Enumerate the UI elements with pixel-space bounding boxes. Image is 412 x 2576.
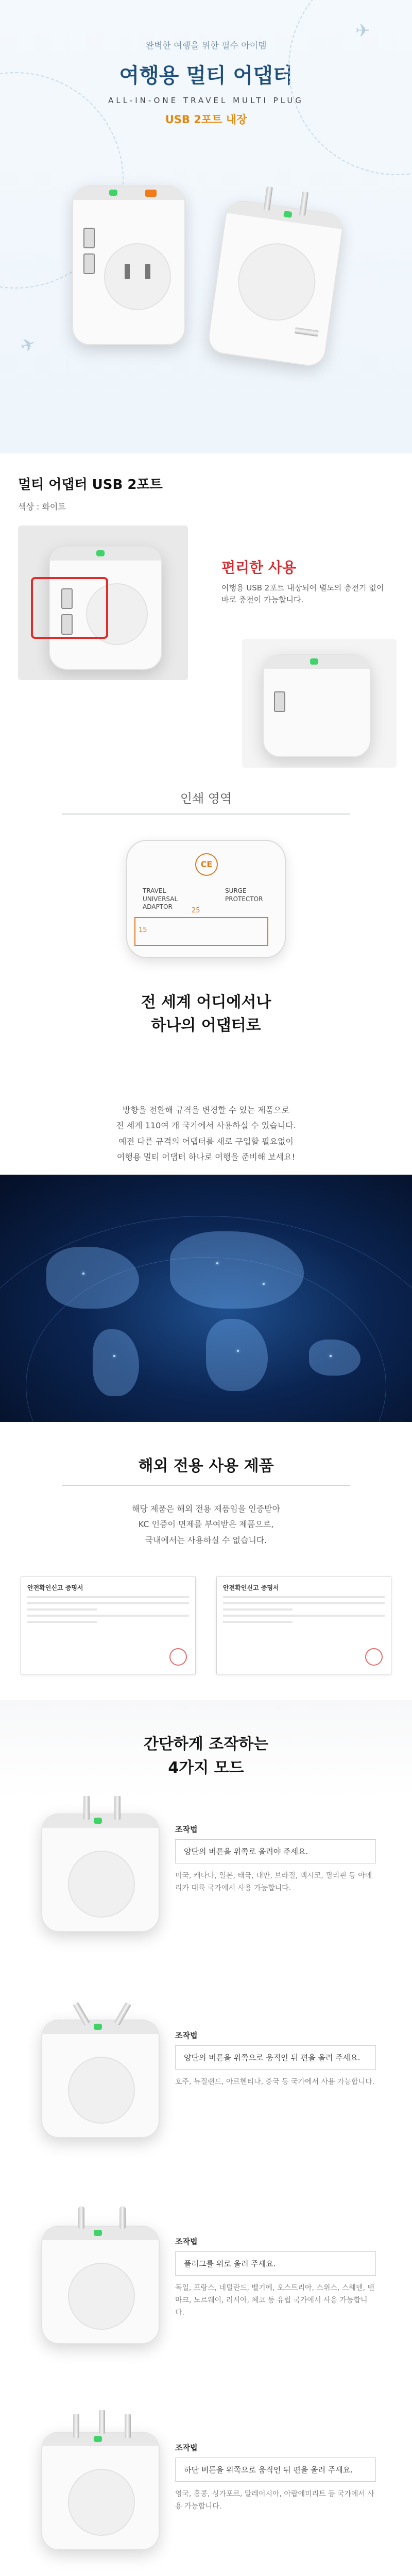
mode-item	[31, 2009, 386, 2195]
adapter-product-image	[72, 185, 185, 345]
mode-heading: 조작법	[175, 2443, 198, 2452]
section-divider	[62, 1485, 350, 1486]
headline-line-2: 하나의 어댑터로	[151, 1016, 261, 1035]
adapter-top-band	[50, 547, 161, 561]
print-dimension-left: 15	[139, 926, 147, 934]
overseas-line: 국내에서는 사용하실 수 없습니다.	[145, 1535, 267, 1545]
certificate-line	[27, 1596, 189, 1598]
mode-item	[31, 2421, 386, 2576]
certificate-line	[27, 1621, 97, 1623]
print-area-section	[0, 783, 412, 1087]
plug-prong-icon	[73, 2414, 79, 2438]
adapter-product-image	[263, 654, 371, 757]
four-modes-section	[0, 1700, 412, 2576]
mode-adapter-image	[41, 2432, 160, 2550]
intro-line: 전 세계 110여 개 국가에서 사용하실 수 있습니다.	[116, 1121, 296, 1131]
intro-line: 여행용 멀티 어댑터 하나로 여행을 준비해 보세요!	[116, 1152, 296, 1162]
certificate-title: 안전확인신고 증명서	[27, 1584, 83, 1591]
face-text-line: TRAVEL	[143, 887, 166, 894]
green-led-icon	[94, 2230, 102, 2236]
print-area-box	[134, 917, 268, 946]
mode-detail: 미국, 캐나다, 일본, 태국, 대만, 브라질, 멕시코, 필리핀 등 아메리카 대륙 국가에서 사용 가능합니다.	[175, 1872, 372, 1892]
world-map-image	[0, 1175, 412, 1422]
green-led-icon	[109, 190, 117, 196]
green-led-icon	[96, 550, 105, 556]
map-light-dot	[113, 1355, 115, 1357]
socket-slot-icon	[125, 264, 130, 279]
certificate-line	[223, 1608, 293, 1611]
print-area-label: 인쇄 영역	[180, 791, 232, 806]
socket-face	[233, 239, 320, 326]
certificate-line	[223, 1596, 385, 1598]
adapter-top-band	[73, 187, 184, 200]
intro-text	[0, 1087, 412, 1175]
plug-prong-icon	[125, 2414, 131, 2438]
socket-face	[104, 243, 171, 310]
green-led-icon	[94, 1818, 102, 1824]
plug-prong-icon	[295, 327, 319, 336]
socket-slot-icon	[145, 264, 150, 279]
socket-face	[68, 1851, 135, 1918]
face-text-line: UNIVERSAL	[143, 895, 178, 903]
certificate-line	[27, 1608, 97, 1611]
mode-heading: 조작법	[175, 1825, 198, 1834]
hero-section	[0, 0, 412, 453]
intro-line: 예전 다른 규격의 어댑터를 새로 구입할 필요없이	[118, 1136, 294, 1146]
usb-port-icon	[274, 691, 285, 712]
mode-heading: 조작법	[175, 2031, 198, 2040]
plug-prong-icon	[83, 1796, 90, 1820]
map-light-dot	[216, 1262, 218, 1264]
overseas-title: 해외 전용 사용 제품	[138, 1457, 274, 1475]
green-led-icon	[94, 2024, 102, 2030]
green-led-icon	[283, 211, 293, 218]
mode-instruction: 양단의 버튼을 위쪽로 올려야 주세요.	[175, 1839, 376, 1863]
print-dimension-top: 25	[192, 907, 200, 914]
mode-adapter-image	[41, 2226, 160, 2344]
adapter-product-image	[206, 198, 345, 368]
usb-in-use-photo	[242, 639, 397, 768]
map-light-dot	[237, 1350, 239, 1352]
ce-mark-icon: CE	[195, 853, 218, 876]
face-text-line: SURGE	[225, 887, 247, 894]
certificate-line	[223, 1621, 293, 1623]
modes-title-line-1: 간단하게 조작하는	[143, 1735, 269, 1753]
certificate-image	[216, 1577, 391, 1674]
mode-adapter-image	[41, 1814, 160, 1932]
product-info	[0, 453, 412, 510]
airplane-icon: ✈	[18, 333, 39, 358]
certificate-line	[223, 1602, 385, 1604]
mode-detail: 독일, 프랑스, 네덜란드, 벨기에, 오스트리아, 스위스, 스웨덴, 덴마크, 노르웨이, 러시아, 체코 등 유럽 국가에서 사용 가능합니다.	[175, 2284, 374, 2317]
map-light-dot	[330, 1355, 332, 1357]
airplane-icon: ✈	[355, 21, 370, 41]
highlight-frame	[31, 577, 108, 639]
mode-item	[31, 2215, 386, 2401]
mode-detail: 영국, 홍콩, 싱가포르, 말레이시아, 아랍에미리트 등 국가에서 사용 가능합니다.	[175, 2490, 375, 2511]
hero-usb-label: USB 2포트 내장	[165, 113, 247, 126]
mode-instruction: 양단의 버튼을 위쪽으로 움직인 뒤 편을 올려 주세요.	[175, 2045, 376, 2070]
mode-instruction: 플러그를 위로 올려 주세요.	[175, 2251, 376, 2276]
product-name: 멀티 어댑터 USB 2포트	[18, 477, 163, 493]
mode-heading: 조작법	[175, 2237, 198, 2246]
mode-instruction: 하단 버튼을 위쪽으로 움직인 뒤 편을 올려 주세요.	[175, 2458, 376, 2482]
socket-face	[68, 2057, 135, 2124]
stamp-icon	[365, 1648, 383, 1666]
face-text-right	[225, 887, 263, 903]
plug-prong-icon	[119, 2206, 126, 2230]
green-led-icon	[94, 2436, 102, 2442]
usb-port-icon	[83, 228, 95, 248]
plug-prong-icon	[78, 2206, 84, 2230]
overseas-line: KC 인증이 면제를 부여받은 제품으로,	[138, 1519, 274, 1530]
mode-item	[31, 1803, 386, 1989]
modes-title-line-2: 4가지 모드	[168, 1759, 244, 1777]
map-light-dot	[263, 1283, 265, 1285]
usb-port-icon	[83, 253, 95, 274]
headline-line-1: 전 세계 어디에서나	[141, 993, 271, 1011]
convenient-use-section	[0, 510, 412, 783]
face-text-left	[143, 887, 178, 911]
overseas-only-section	[0, 1422, 412, 1700]
map-light-dot	[82, 1273, 84, 1275]
stamp-icon	[169, 1648, 187, 1666]
certificate-line	[27, 1602, 189, 1604]
overseas-description	[0, 1501, 412, 1548]
hero-subtitle: ALL-IN-ONE TRAVEL MULTI PLUG	[108, 96, 304, 105]
hero-title: 여행용 멀티 어댑터	[119, 64, 293, 88]
plug-prong-icon	[114, 1796, 121, 1820]
convenient-description: 여행용 USB 2포트 내장되어 별도의 충전기 없이 바로 충전이 가능합니다.	[221, 583, 384, 605]
overseas-line: 해당 제품은 해외 전용 제품임을 인증받아	[131, 1504, 281, 1514]
mode-adapter-image	[41, 2020, 160, 2138]
green-led-icon	[310, 658, 318, 665]
orange-button-icon	[145, 190, 157, 197]
hero-tagline: 완벽한 여행을 위한 필수 아이템	[145, 41, 267, 51]
socket-face	[68, 2263, 135, 2330]
certificate-line	[27, 1615, 189, 1617]
section-divider	[62, 814, 350, 815]
decorative-dashed-circle	[288, 0, 412, 175]
intro-line: 방향을 전환해 규격을 변경할 수 있는 제품으로	[122, 1105, 290, 1115]
plug-prong-icon	[99, 2410, 105, 2434]
face-text-line: PROTECTOR	[225, 895, 263, 903]
product-color: 색상 : 화이트	[18, 502, 66, 512]
socket-face	[68, 2469, 135, 2536]
certificate-title: 안전확인신고 증명서	[223, 1584, 279, 1591]
face-text-line: ADAPTOR	[143, 903, 173, 911]
certificate-line	[223, 1615, 385, 1617]
mode-detail: 호주, 뉴질랜드, 아르헨티나, 중국 등 국가에서 사용 가능합니다.	[175, 2078, 375, 2086]
convenient-title: 편리한 사용	[221, 559, 296, 576]
adapter-front-face	[126, 840, 286, 958]
certificate-image	[21, 1577, 196, 1674]
